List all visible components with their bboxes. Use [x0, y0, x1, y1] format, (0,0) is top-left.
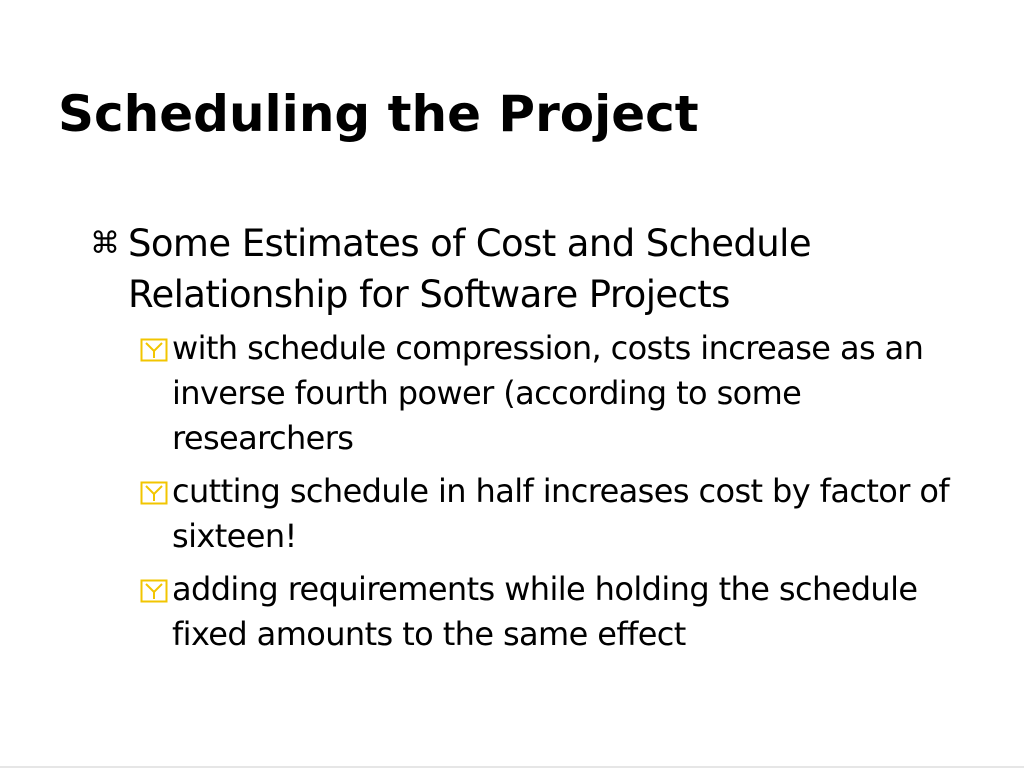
sub-bullet-text: with schedule compression, costs increase as an inverse fourth power (according to some researchers	[172, 329, 924, 457]
main-bullet	[90, 218, 990, 320]
sub-bullet-list	[90, 326, 990, 657]
bullet-list	[90, 218, 990, 665]
sub-bullet-item	[140, 567, 990, 657]
slide-title: Scheduling the Project	[58, 85, 699, 143]
main-bullet-text: Some Estimates of Cost and Schedule Relationship for Software Projects	[128, 222, 811, 316]
y-box-icon	[140, 338, 168, 362]
y-box-icon	[140, 481, 168, 505]
command-key-bullet-icon: ⌘	[90, 226, 120, 261]
sub-bullet-text: cutting schedule in half increases cost by factor of sixteen!	[172, 472, 950, 555]
sub-bullet-text: adding requirements while holding the schedule fixed amounts to the same effect	[172, 570, 918, 653]
sub-bullet-group	[90, 326, 990, 657]
y-box-icon	[140, 579, 168, 603]
sub-bullet-item	[140, 326, 990, 461]
sub-bullet-item	[140, 469, 990, 559]
